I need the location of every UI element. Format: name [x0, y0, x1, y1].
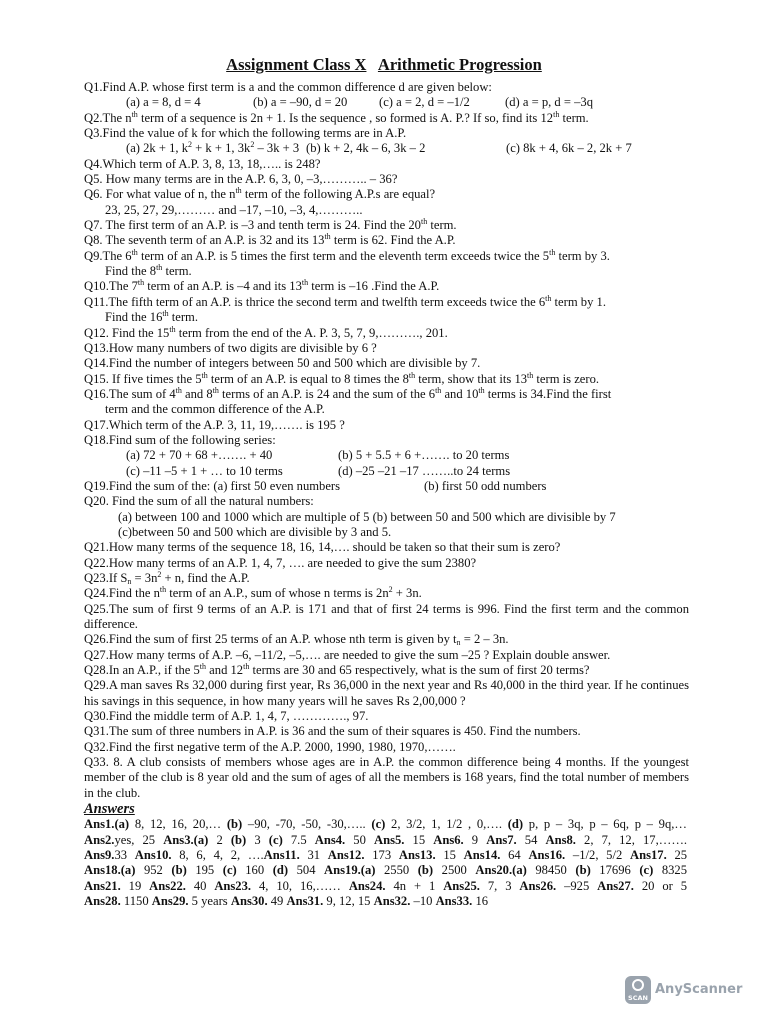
answer-line: Ans18.(a) 952 (b) 195 (c) 160 (d) 504 Ans19.(a) 2550 (b) 2500 Ans20.(a) 98450 (b) 17696 (c) 8325	[84, 863, 688, 878]
question-line: Q11.The fifth term of an A.P. is thrice the second term and twelfth term exceeds twice the 6th term by 1.	[84, 293, 606, 309]
question-lines	[84, 80, 689, 801]
question-line	[84, 464, 689, 479]
question-line	[84, 479, 689, 494]
question-line: Q4.Which term of A.P. 3, 8, 13, 18,….. is 248?	[84, 156, 321, 171]
answer-line: Ans2.yes, 25 Ans3.(a) 2 (b) 3 (c) 7.5 Ans4. 50 Ans5. 15 Ans6. 9 Ans7. 54 Ans8. 2, 7, 12, 17,…….	[84, 832, 688, 847]
scanner-app-name: AnyScanner	[655, 982, 743, 997]
question-line: Q9.The 6th term of an A.P. is 5 times the first term and the eleventh term exceeds twice the 5th term by 3.	[84, 247, 610, 263]
question-option: (a) 2k + 1, $k^2 + k + 1$, $3k^2 - 3k + 3$	[126, 140, 300, 156]
title-part-2: Arithmetic Progression	[377, 55, 542, 74]
question-line: Q14.Find the number of integers between 50 and 500 which are divisible by 7.	[84, 356, 481, 371]
question-line	[84, 95, 689, 110]
question-option: (b) 5 + 5.5 + 6 +……. to 20 terms	[338, 448, 510, 463]
answers-heading: Answers	[84, 801, 135, 818]
question-line: Q27.How many terms of A.P. –6, –11/2, –5,…. are needed to give the sum –25 ? Explain double answer.	[84, 647, 611, 662]
title-part-1: Assignment Class X	[226, 55, 367, 74]
question-line: Q1.Find A.P. whose first term is a and the common difference d are given below:	[84, 80, 492, 94]
question-option: (d) –25 –21 –17 ……..to 24 terms	[338, 463, 511, 478]
question-option: (b) a = –90, d = 20	[253, 95, 348, 110]
question-line: Q12. Find the 15th term from the end of the A. P. 3, 5, 7, 9,………., 201.	[84, 324, 448, 340]
question-line: Find the 8th term.	[105, 263, 192, 279]
answer-line: Ans21. 19 Ans22. 40 Ans23. 4, 10, 16,…… Ans24. 4n + 1 Ans25. 7, 3 Ans26. –925 Ans27. 20 or 5	[84, 878, 688, 893]
question-option: Q19.Find the sum of the: (a) first 50 even numbers	[84, 478, 341, 493]
question-line: (a) between 100 and 1000 which are multiple of 5 (b) between 50 and 500 which are divisible by 7	[118, 509, 616, 524]
question-line: Q30.Find the middle term of A.P. 1, 4, 7, …………., 97.	[84, 709, 369, 724]
question-line: Q7. The first term of an A.P. is –3 and tenth term is 24. Find the 20th term.	[84, 217, 457, 233]
question-line: Q24.Find the $n^{th}$ term of an A.P., sum of whose n terms is $2n^2 + 3n$.	[84, 585, 422, 601]
scanner-watermark	[625, 976, 745, 1006]
question-line: Q26.Find the sum of first 25 terms of an A.P. whose nth term is given by $t_n = 2 - 3n$.	[84, 632, 509, 648]
question-line: Q17.Which term of the A.P. 3, 11, 19,……. is 195 ?	[84, 417, 345, 432]
answer-lines	[84, 817, 687, 909]
question-line: Q3.Find the value of k for which the following terms are in A.P.	[84, 126, 407, 141]
question-line: Q16.The sum of 4th and 8th terms of an A.P. is 24 and the sum of the 6th and 10th terms is 34.Find the first	[84, 385, 612, 401]
question-line: Q32.Find the first negative term of the A.P. 2000, 1990, 1980, 1970,…….	[84, 739, 456, 754]
question-line: Q8. The seventh term of an A.P. is 32 and its 13th term is 62. Find the A.P.	[84, 232, 456, 248]
question-line: (c)between 50 and 500 which are divisible by 3 and 5.	[118, 524, 392, 539]
question-option: (a) 72 + 70 + 68 +……. + 40	[126, 448, 273, 463]
question-option: (c) –11 –5 + 1 + … to 10 terms	[126, 463, 283, 478]
question-line	[84, 448, 689, 463]
question-option: (d) a = p, d = –3q	[505, 95, 594, 110]
question-option: (a) a = 8, d = 4	[126, 95, 201, 110]
question-option: (c) a = 2, d = –1/2	[379, 95, 470, 110]
camera-lens-icon	[625, 976, 651, 1004]
question-line: Q29.A man saves Rs 32,000 during first year, Rs 36,000 in the next year and Rs 40,000 in the third year. If he continues his savings in this sequence, in how many years will he saves Rs 2,00,000 ?	[84, 678, 689, 708]
answer-line: Ans1.(a) 8, 12, 16, 20,… (b) –90, -70, -50, -30,….. (c) 2, 3/2, 1, 1/2 , 0,…. (d) p, p – 3q, p – 6q, p – 9q,…	[84, 817, 687, 832]
question-line: Q22.How many terms of an A.P. 1, 4, 7, …. are needed to give the sum 2380?	[84, 555, 477, 570]
question-line: Q25.The sum of first 9 terms of an A.P. is 171 and that of first 24 terms is 996. Find the first term and the common difference.	[84, 601, 689, 632]
question-line: Q21.How many terms of the sequence 18, 16, 14,…. should be taken so that their sum is zero?	[84, 540, 561, 555]
question-line: Q6. For what value of n, the $n^{th}$ term of the following A.P.s are equal?	[84, 186, 436, 202]
question-option: (c) 8k + 4, 6k – 2, 2k + 7	[506, 141, 632, 156]
question-line: Q15. If five times the 5th term of an A.P. is equal to 8 times the 8th term, show that its 13th term is zero.	[84, 370, 600, 386]
scan-logo-text: SCAN	[628, 994, 648, 1002]
question-line: Q33. 8. A club consists of members whose ages are in A.P. the common difference being 4 months. If the youngest member of the club is 8 year old and the sum of ages of all the members is 168 years, find the total number of members in the club.	[84, 755, 689, 800]
question-line: Find the 16th term.	[105, 309, 198, 325]
question-line: Q31.The sum of three numbers in A.P. is 36 and the sum of their squares is 450. Find the numbers.	[84, 724, 581, 739]
question-line: Q20. Find the sum of all the natural numbers:	[84, 494, 314, 509]
answer-line: Ans9.33 Ans10. 8, 6, 4, 2, ….Ans11. 31 Ans12. 173 Ans13. 15 Ans14. 64 Ans16. –1/2, 5/2 Ans17. 25	[84, 847, 688, 862]
question-line: Q23.If $S_n = 3n^2 + n$, find the A.P.	[84, 570, 250, 586]
question-line: Q2.The $n^{th}$ term of a sequence is 2n + 1. Is the sequence , so formed is A. P.? If so, find its 12th term.	[84, 109, 589, 125]
question-line	[84, 141, 689, 156]
question-line: term and the common difference of the A.P.	[105, 402, 325, 417]
page-title	[0, 55, 768, 75]
answer-line: Ans28. 1150 Ans29. 5 years Ans30. 49 Ans31. 9, 12, 15 Ans32. –10 Ans33. 16	[84, 893, 489, 908]
question-line: Q28.In an A.P., if the 5th and 12th terms are 30 and 65 respectively, what is the sum of first 20 terms?	[84, 662, 590, 678]
question-line: Q5. How many terms are in the A.P. 6, 3, 0, –3,……….. – 36?	[84, 172, 398, 187]
question-option: (b) k + 2, 4k – 6, 3k – 2	[306, 141, 426, 156]
question-line: 23, 25, 27, 29,……… and –17, –10, –3, 4,………..	[105, 202, 363, 217]
question-list	[84, 80, 689, 909]
question-line: Q10.The 7th term of an A.P. is –4 and its 13th term is –16 .Find the A.P.	[84, 278, 440, 294]
question-line: Q13.How many numbers of two digits are divisible by 6 ?	[84, 340, 377, 355]
question-option: (b) first 50 odd numbers	[424, 478, 547, 493]
question-line: Q18.Find sum of the following series:	[84, 432, 276, 447]
